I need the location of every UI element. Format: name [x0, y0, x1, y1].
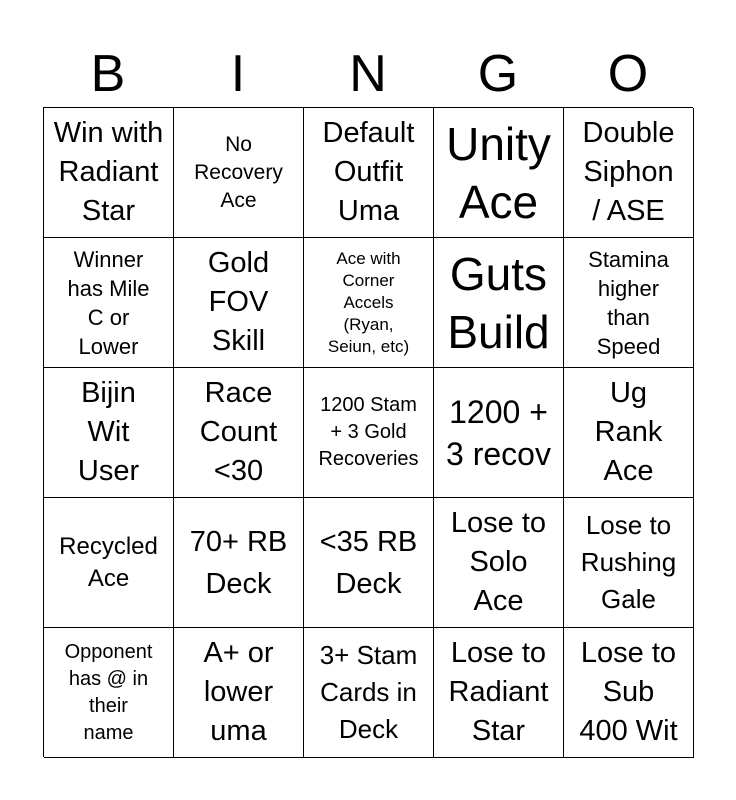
bingo-cell[interactable] [304, 108, 434, 238]
cell-text: Ug Rank Ace [594, 377, 663, 487]
cell-text: Winner has Mile C or Lower [67, 246, 150, 359]
header-letter-b: B [90, 45, 126, 103]
bingo-header [43, 42, 693, 106]
bingo-cell[interactable] [44, 238, 174, 368]
cell-text: Opponent has @ in their name [64, 640, 153, 744]
bingo-cell[interactable] [564, 368, 694, 498]
cell-text: 1200 + 3 recov [446, 393, 551, 472]
header-letter-n: N [349, 45, 387, 103]
cell-text: Lose to Radiant Star [448, 637, 549, 747]
bingo-cell[interactable] [434, 238, 564, 368]
bingo-cell[interactable] [304, 628, 434, 758]
bingo-cell[interactable] [174, 498, 304, 628]
cell-text: Default Outfit Uma [322, 117, 415, 227]
cell-text: A+ or lower uma [203, 637, 274, 747]
bingo-cell[interactable] [174, 628, 304, 758]
cell-text: Unity Ace [446, 117, 551, 228]
cell-text: Lose to Solo Ace [450, 507, 547, 617]
bingo-cell[interactable] [174, 238, 304, 368]
cell-text: <35 RB Deck [319, 525, 418, 600]
bingo-cell[interactable] [564, 628, 694, 758]
cell-text: Gold FOV Skill [207, 247, 270, 357]
header-letter-g: G [477, 45, 519, 103]
bingo-cell[interactable] [174, 108, 304, 238]
cell-text: Bijin Wit User [77, 377, 140, 487]
bingo-cell[interactable] [44, 498, 174, 628]
cell-text: Lose to Sub 400 Wit [579, 637, 678, 747]
header-letter-i: I [230, 45, 246, 103]
cell-text: Race Count <30 [199, 377, 278, 487]
cell-text: Stamina higher than Speed [588, 246, 669, 359]
bingo-cell[interactable] [434, 108, 564, 238]
bingo-cell[interactable] [304, 368, 434, 498]
cell-text: Recycled Ace [59, 532, 158, 592]
header-letter-o: O [607, 45, 649, 103]
bingo-cell[interactable] [434, 368, 564, 498]
bingo-cell[interactable] [434, 628, 564, 758]
bingo-cell[interactable] [434, 498, 564, 628]
cell-text: 3+ Stam Cards in Deck [319, 640, 418, 744]
bingo-cell[interactable] [44, 108, 174, 238]
cell-text: 1200 Stam + 3 Gold Recoveries [318, 394, 419, 470]
bingo-cell[interactable] [564, 108, 694, 238]
cell-text: No Recovery Ace [194, 132, 283, 212]
cell-text: Double Siphon / ASE [582, 117, 675, 227]
cell-text: 70+ RB Deck [189, 525, 288, 600]
cell-text: Lose to Rushing Gale [580, 510, 677, 614]
cell-text: Guts Build [447, 247, 550, 358]
cell-text: Win with Radiant Star [53, 117, 164, 227]
cell-text: Ace with Corner Accels (Ryan, Seiun, etc) [327, 248, 410, 356]
bingo-cell[interactable] [44, 628, 174, 758]
bingo-cell[interactable] [44, 368, 174, 498]
bingo-card [43, 107, 693, 757]
bingo-cell[interactable] [304, 498, 434, 628]
bingo-cell[interactable] [304, 238, 434, 368]
bingo-cell[interactable] [174, 368, 304, 498]
bingo-cell[interactable] [564, 238, 694, 368]
bingo-cell[interactable] [564, 498, 694, 628]
